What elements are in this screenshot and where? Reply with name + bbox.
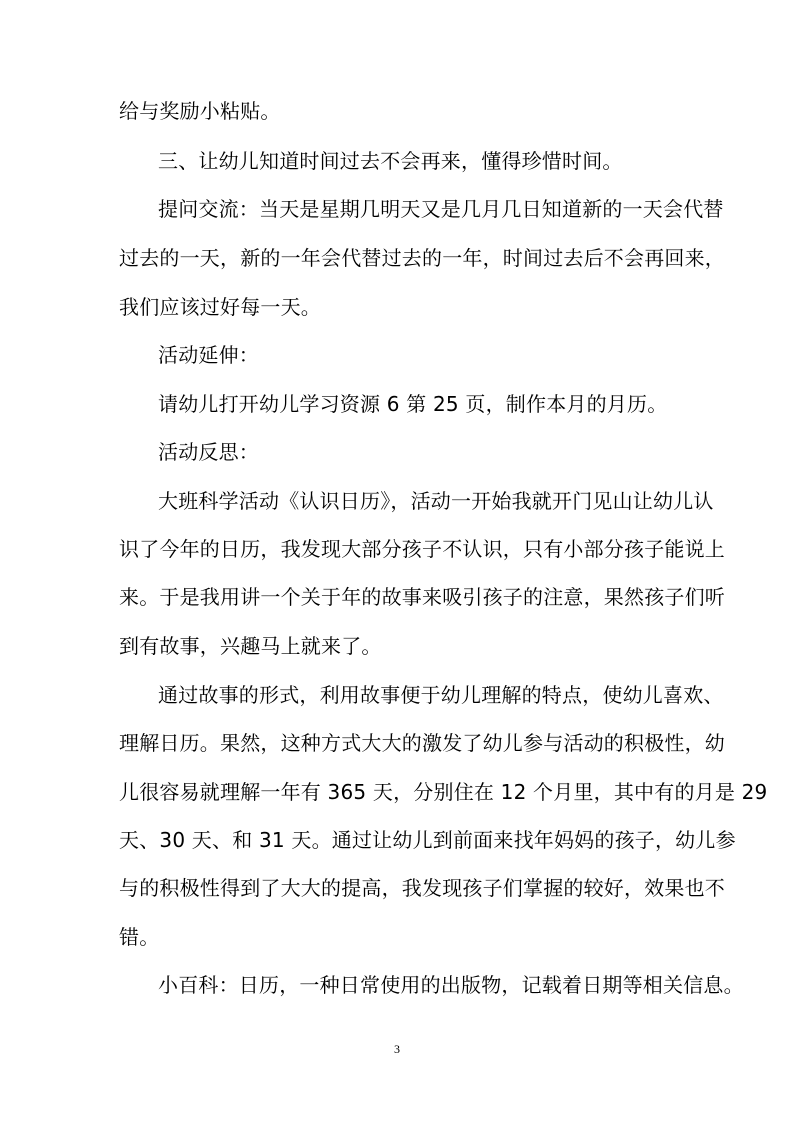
page-number: 3 — [394, 1042, 400, 1056]
paragraph-line: 错。 — [119, 925, 160, 949]
section-heading: 三、让幼儿知道时间过去不会再来，懂得珍惜时间。 — [158, 149, 623, 173]
subheading-activity-reflection: 活动反思： — [158, 440, 259, 464]
paragraph-line: 到有故事，兴趣马上就来了。 — [119, 634, 382, 658]
subheading-activity-extension: 活动延伸： — [158, 343, 259, 367]
paragraph-line: 与的积极性得到了大大的提高，我发现孩子们掌握的较好，效果也不 — [119, 876, 725, 900]
paragraph-line: 我们应该过好每一天。 — [119, 295, 321, 319]
paragraph-line: 过去的一天，新的一年会代替过去的一年，时间过去后不会再回来， — [119, 246, 725, 270]
paragraph-line: 天、30 天、和 31 天。通过让幼儿到前面来找年妈妈的孩子，幼儿参 — [119, 828, 736, 852]
paragraph-line: 通过故事的形式，利用故事便于幼儿理解的特点，使幼儿喜欢、 — [158, 683, 724, 707]
paragraph-line: 来。于是我用讲一个关于年的故事来吸引孩子的注意，果然孩子们听 — [119, 585, 725, 609]
paragraph-line: 识了今年的日历，我发现大部分孩子不认识，只有小部分孩子能说上 — [119, 537, 725, 561]
paragraph-line: 给与奖励小粘贴。 — [119, 99, 281, 123]
paragraph-line: 儿很容易就理解一年有 365 天，分别住在 12 个月里，其中有的月是 29 — [119, 780, 768, 804]
paragraph-line: 理解日历。果然，这种方式大大的激发了幼儿参与活动的积极性，幼 — [119, 731, 725, 755]
paragraph-line: 请幼儿打开幼儿学习资源 6 第 25 页，制作本月的月历。 — [158, 392, 668, 416]
paragraph-line: 提问交流：当天是星期几明天又是几月几日知道新的一天会代替 — [158, 197, 724, 221]
paragraph-line: 大班科学活动《认识日历》，活动一开始我就开门见山让幼儿认 — [158, 489, 714, 513]
paragraph-line: 小百科：日历，一种日常使用的出版物，记载着日期等相关信息。 — [158, 973, 744, 997]
